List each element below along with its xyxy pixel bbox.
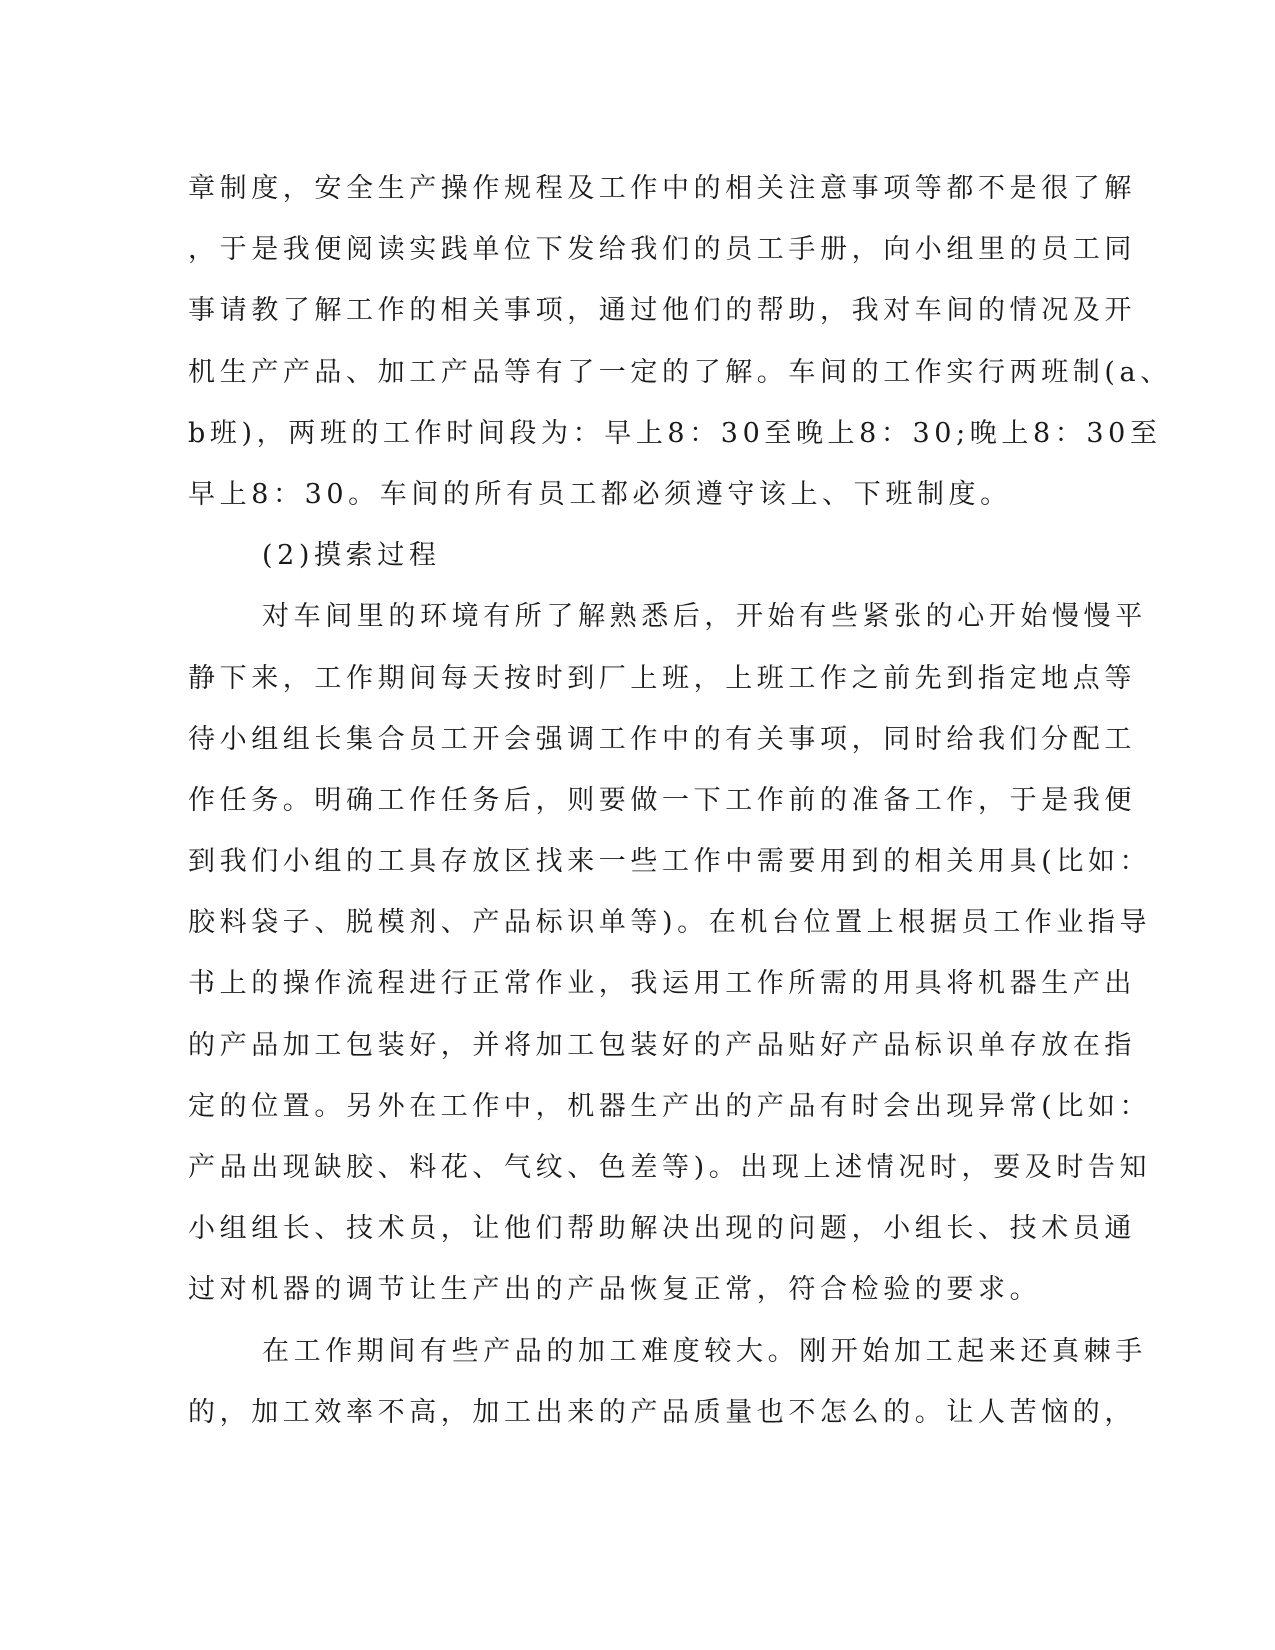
- section-heading: (2)摸索过程: [262, 540, 441, 572]
- text-line: 机生产产品、加工产品等有了一定的了解。车间的工作实行两班制(a、: [188, 356, 1172, 388]
- text-line: 到我们小组的工具存放区找来一些工作中需要用到的相关用具(比如：: [188, 846, 1152, 878]
- text-line: 的产品加工包装好，并将加工包装好的产品贴好产品标识单存放在指: [188, 1029, 1136, 1061]
- text-line: 胶料袋子、脱模剂、产品标识单等)。在机台位置上根据员工作业指导: [188, 907, 1152, 939]
- text-line: 早上8：30。车间的所有员工都必须遵守该上、下班制度。: [188, 478, 1012, 510]
- text-line: 章制度，安全生产操作规程及工作中的相关注意事项等都不是很了解: [188, 173, 1136, 204]
- text-line: 书上的操作流程进行正常作业，我运用工作所需的用具将机器生产出: [188, 968, 1136, 1000]
- text-line: 待小组组长集合员工开会强调工作中的有关事项，同时给我们分配工: [188, 723, 1136, 755]
- text-line: 过对机器的调节让生产出的产品恢复正常，符合检验的要求。: [188, 1274, 1042, 1306]
- text-line: 作任务。明确工作任务后，则要做一下工作前的准备工作，于是我便: [188, 784, 1136, 816]
- text-line: ，于是我便阅读实践单位下发给我们的员工手册，向小组里的员工同: [188, 234, 1136, 266]
- text-line: 定的位置。另外在工作中，机器生产出的产品有时会出现异常(比如：: [188, 1090, 1152, 1122]
- text-line: 小组组长、技术员，让他们帮助解决出现的问题，小组长、技术员通: [188, 1213, 1136, 1245]
- text-line: b班)，两班的工作时间段为：早上8：30至晚上8：30;晚上8：30至: [188, 417, 1162, 449]
- text-line: 在工作期间有些产品的加工难度较大。刚开始加工起来还真棘手: [262, 1335, 1147, 1367]
- text-line: 事请教了解工作的相关事项，通过他们的帮助，我对车间的情况及开: [188, 295, 1136, 327]
- text-line: 对车间里的环境有所了解熟悉后，开始有些紧张的心开始慢慢平: [262, 601, 1147, 633]
- text-line: 静下来，工作期间每天按时到厂上班，上班工作之前先到指定地点等: [188, 662, 1136, 694]
- body-text: [188, 158, 1172, 1443]
- text-line: 产品出现缺胶、料花、气纹、色差等)。出现上述情况时，要及时告知: [188, 1152, 1152, 1183]
- text-line: 的，加工效率不高，加工出来的产品质量也不怎么的。让人苦恼的，: [188, 1396, 1136, 1428]
